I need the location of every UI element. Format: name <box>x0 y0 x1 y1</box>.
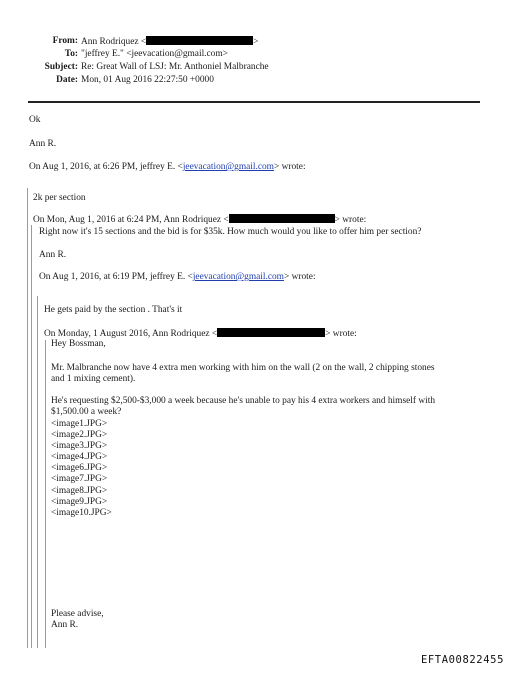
email-link[interactable]: jeevacation@gmail.com <box>182 162 274 172</box>
reply-paid-by-section: He gets paid by the section . That's it <box>44 305 183 315</box>
reply-ok: Ok <box>29 115 41 125</box>
quote-attribution-1: On Aug 1, 2016, at 6:26 PM, jeffrey E. <jeevacation@gmail.com> wrote: <box>29 162 306 172</box>
from-value: Ann Rodriquez < <box>81 37 147 47</box>
quote-attribution-3: On Aug 1, 2016, at 6:19 PM, jeffrey E. <jeevacation@gmail.com> wrote: <box>39 272 316 282</box>
signature: Ann R. <box>39 250 67 260</box>
closing-line: Please advise, <box>51 609 104 619</box>
header-date-row <box>0 75 512 88</box>
date-value: Mon, 01 Aug 2016 22:27:50 +0000 <box>81 75 214 85</box>
attachment-item[interactable]: <image8.JPG> <box>51 485 108 496</box>
paragraph-weekly-request: He's requesting $2,500-$3,000 a week because he's unable to pay his 4 extra workers and himself with $1,500.00 a week? <box>51 396 436 418</box>
signature: Ann R. <box>29 139 57 149</box>
to-label: To: <box>64 49 78 59</box>
quote-attribution-4: On Monday, 1 August 2016, Ann Rodriquez < > wrote: <box>44 329 357 339</box>
attachment-list <box>51 419 112 519</box>
quote-bar-level-1 <box>27 188 28 648</box>
to-value: "jeffrey E." <jeevacation@gmail.com> <box>81 49 228 59</box>
attachment-item[interactable]: <image3.JPG> <box>51 441 108 452</box>
attachment-item[interactable]: <image2.JPG> <box>51 430 108 441</box>
paragraph-extra-men: Mr. Malbranche now have 4 extra men working with him on the wall (2 on the wall, 2 chipping stones and 1 mixing cement). <box>51 363 435 385</box>
greeting: Hey Bossman, <box>51 339 106 349</box>
closing <box>51 609 104 632</box>
date-label: Date: <box>56 75 78 85</box>
email-header <box>0 36 512 88</box>
attachment-item[interactable]: <image9.JPG> <box>51 496 108 507</box>
document-id: EFTA00822455 <box>420 654 504 667</box>
quote-bar-level-2 <box>31 225 32 648</box>
attachment-item[interactable]: <image1.JPG> <box>51 419 108 429</box>
quote-bar-level-3 <box>37 296 38 648</box>
redaction-bar <box>146 36 253 45</box>
redaction-bar <box>217 328 325 337</box>
attachment-item[interactable]: <image7.JPG> <box>51 474 108 485</box>
attachment-item[interactable]: <image4.JPG> <box>51 452 108 463</box>
redaction-bar <box>229 214 335 223</box>
subject-value: Re: Great Wall of LSJ: Mr. Anthoniel Malbranche <box>81 62 269 72</box>
quote-attribution-2: On Mon, Aug 1, 2016 at 6:24 PM, Ann Rodriquez < > wrote: <box>33 215 367 225</box>
message-sections-bid: Right now it's 15 sections and the bid is for $35k. How much would you like to offer him per section? <box>39 227 422 237</box>
header-to-row <box>0 49 512 62</box>
header-from-row <box>0 36 512 49</box>
reply-2k-per-section: 2k per section <box>33 193 86 203</box>
header-divider <box>28 101 480 103</box>
email-link[interactable]: jeevacation@gmail.com <box>192 272 284 282</box>
signature: Ann R. <box>51 620 79 631</box>
subject-label: Subject: <box>44 62 78 72</box>
from-value-tail: > <box>253 37 259 47</box>
attachment-item[interactable]: <image10.JPG> <box>51 507 112 518</box>
header-subject-row <box>0 62 512 75</box>
quote-bar-level-4 <box>45 340 46 648</box>
from-label: From: <box>52 36 78 46</box>
attachment-item[interactable]: <image6.JPG> <box>51 463 108 474</box>
